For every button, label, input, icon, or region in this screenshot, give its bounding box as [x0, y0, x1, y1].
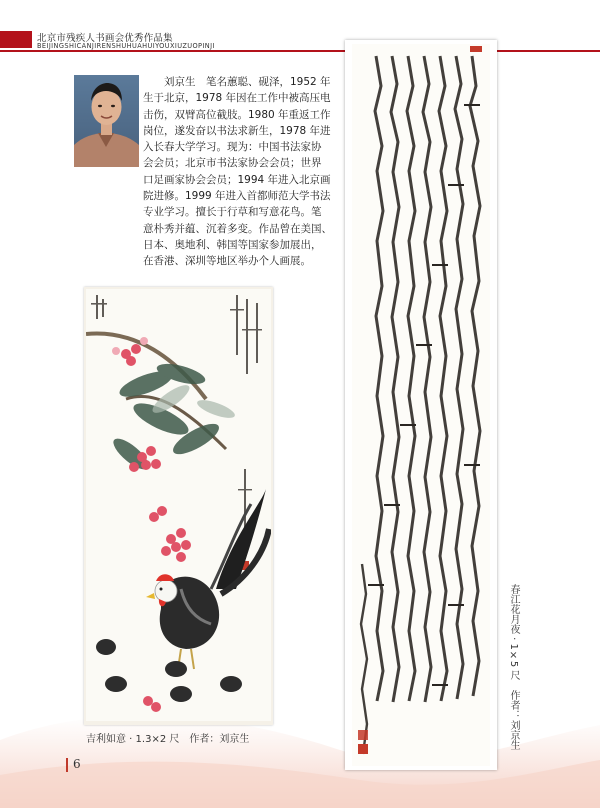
bio-line: 刘京生 笔名蕙聪、砚泽，1952 年: [164, 76, 331, 88]
bio-line: 击伤，双臂高位截肢。1980 年重返工作: [143, 108, 331, 121]
artist-portrait: [74, 75, 139, 167]
header-subtitle: BEIJINGSHICANJIRENSHUHUAHUIYOUXIUZUOPINJI: [37, 42, 215, 50]
page-number-bar: [66, 758, 68, 772]
bio-line: 院进修。1999 年进入首都师范大学书法: [143, 190, 331, 203]
bio-line: 入长春大学学习。现为：中国书法家协: [143, 141, 322, 154]
bio-line: 生于北京，1978 年因在工作中被高压电: [143, 92, 331, 105]
bio-line: 口足画家协会会员；1994 年进入北京画: [143, 173, 331, 186]
page-number: 6: [73, 757, 81, 771]
left-artwork-caption: 吉利如意 · 1.3×2 尺 作者：刘京生: [86, 734, 250, 745]
calligraphy-scroll: [352, 44, 490, 766]
bio-line: 意朴秀并蕴、沉着多变。作品曾在美国、: [143, 222, 332, 235]
painting-rooster-lychee: [86, 289, 271, 721]
bio-line: 在香港、深圳等地区举办个人画展。: [143, 255, 311, 268]
artist-biography: [143, 74, 332, 270]
bio-line: 日本、奥地利、韩国等国家参加展出，: [143, 238, 322, 251]
header-accent-bar: [0, 31, 32, 48]
header-title: 北京市残疾人书画会优秀作品集: [37, 33, 173, 44]
bio-line: 岗位，遂发奋以书法求新生，1978 年进: [143, 124, 331, 137]
right-artwork-caption: 春江花月夜 · 1×5 尺 作者：刘京生: [508, 584, 519, 751]
bio-line: 会会员；北京市书法家协会会员；世界: [143, 157, 322, 170]
bio-line: 专业学习。擅长于行草和写意花鸟。笔: [143, 206, 322, 219]
header-rule: [0, 50, 600, 52]
